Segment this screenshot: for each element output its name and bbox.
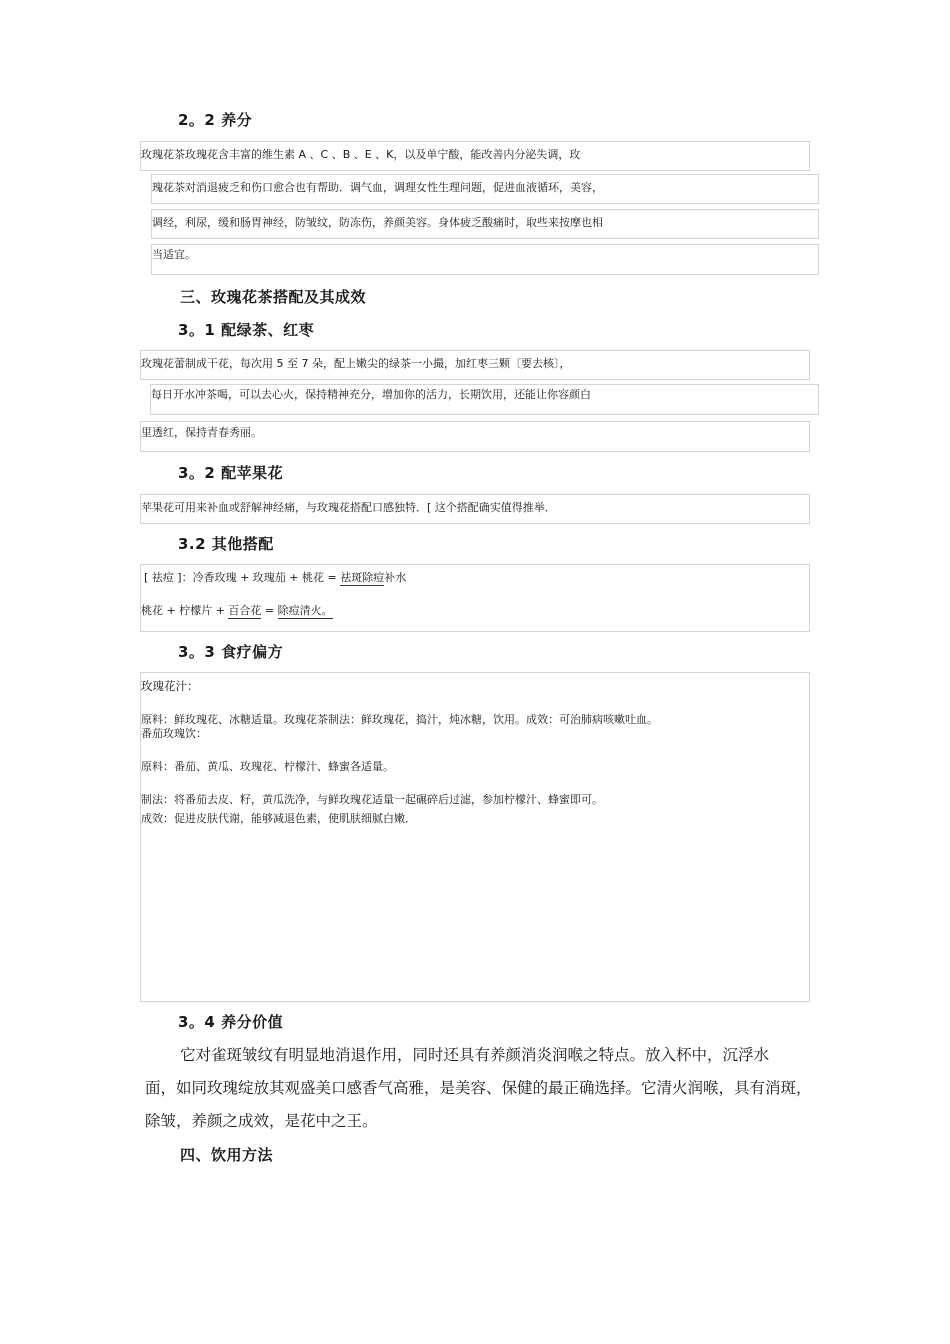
text-frame (151, 244, 819, 275)
paragraph-line: 它对雀斑皱纹有明显地消退作用，同时还具有养颜消炎润喉之特点。放入杯中，沉浮水 (180, 1046, 770, 1064)
combo-result: 除痘清火。 (277, 604, 333, 617)
combo-text: = (261, 604, 278, 617)
section-heading-3-4: 3。4 养分价值 (178, 1013, 284, 1031)
section-heading-3-2-other: 3.2 其他搭配 (178, 535, 274, 553)
combo-ingredient: 百合花 (228, 604, 262, 617)
paragraph-line: 每日开水冲茶喝，可以去心火，保持精神充分，增加你的活力，长期饮用，还能让你容颜白 (151, 388, 591, 401)
paragraph-line: 苹果花可用来补血或舒解神经痛，与玫瑰花搭配口感独特．[ 这个搭配确实值得推举． (141, 501, 556, 514)
chapter-heading-4: 四、饮用方法 (180, 1146, 274, 1164)
section-heading-3-2-apple: 3。2 配苹果花 (178, 464, 284, 482)
recipe-title: 番茄玫瑰饮： (141, 727, 207, 740)
combo-line-acne (144, 569, 406, 585)
paragraph-line: 调经，利尿，缓和肠胃神经，防皱纹，防冻伤，养颜美容。身体疲乏酸痛时，取些来按摩也相 (152, 216, 603, 229)
paragraph-line: 玫瑰花茶玫瑰花含丰富的维生素 A 、C 、B 、E 、K，以及单宁酸，能改善内分泌失调，玫 (141, 148, 581, 161)
paragraph-line: 玫瑰花蕾制成干花，每次用 5 至 7 朵，配上嫩尖的绿茶一小撮，加红枣三颗〔要去核〕， (141, 357, 571, 370)
section-heading-2-2: 2。2 养分 (178, 111, 253, 129)
paragraph-line: 当适宜。 (152, 248, 196, 261)
chapter-heading-3: 三、玫瑰花茶搭配及其成效 (180, 288, 367, 306)
recipe-line: 成效：促进皮肤代谢，能够减退色素，使肌肤细腻白嫩． (141, 812, 416, 825)
recipe-line: 制法：将番茄去皮、籽，黄瓜洗净，与鲜玫瑰花适量一起碾碎后过滤，参加柠檬汁、蜂蜜即可。 (141, 793, 603, 806)
recipe-title: 玫瑰花汁： (141, 679, 199, 693)
paragraph-line: 瑰花茶对消退疲乏和伤口愈合也有帮助．调气血，调理女性生理问题，促进血液循环，美容， (152, 181, 603, 194)
combo-line-peach (141, 602, 333, 618)
paragraph-line: 除皱，养颜之成效，是花中之王。 (145, 1112, 378, 1130)
recipe-line: 原料：鲜玫瑰花、冰糖适量。玫瑰花茶制法：鲜玫瑰花，捣汁，炖冰糖，饮用。成效：可治肺病咳嗽吐血。 (141, 713, 658, 726)
paragraph-line: 面，如同玫瑰绽放其观盛美口感香气高雅，是美容、保健的最正确选择。它清火润喉，具有消斑， (145, 1079, 812, 1097)
combo-text: [ 祛痘 ]：冷香玫瑰 + 玫瑰茄 + 桃花 = (144, 571, 341, 584)
recipe-line: 原料：番茄、黄瓜、玫瑰花、柠檬汁、蜂蜜各适量。 (141, 760, 394, 773)
section-heading-3-3: 3。3 食疗偏方 (178, 643, 284, 661)
paragraph-line: 里透红，保持青春秀丽。 (141, 426, 262, 439)
combo-text: 补水 (384, 571, 407, 584)
section-heading-3-1: 3。1 配绿茶、红枣 (178, 321, 315, 339)
combo-text: 桃花 + 柠檬片 + (141, 604, 229, 617)
combo-result: 祛斑除痘 (340, 571, 385, 584)
